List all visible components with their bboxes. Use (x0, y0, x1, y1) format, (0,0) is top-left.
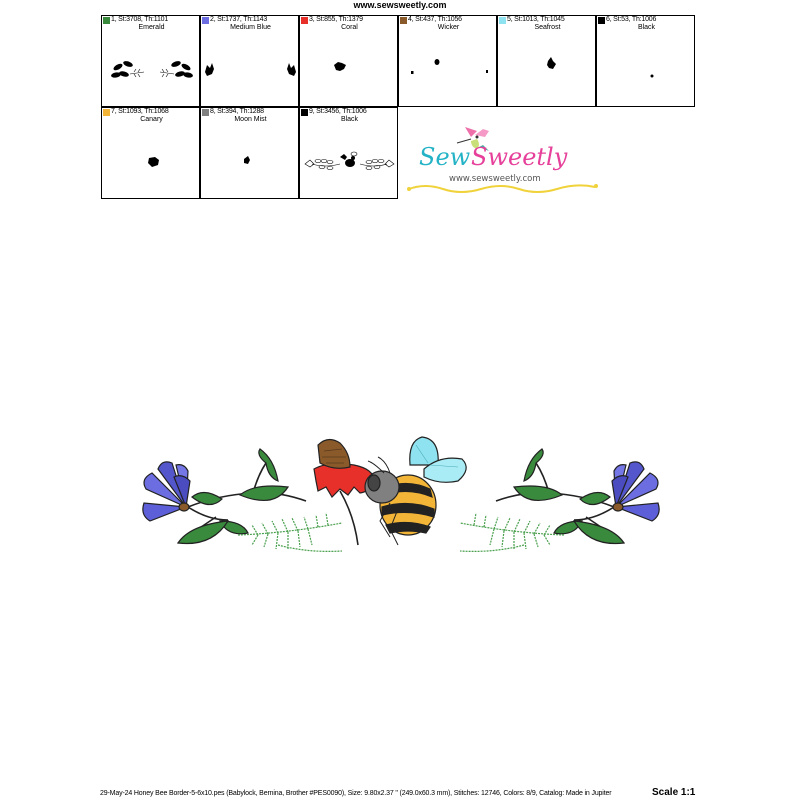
color-cell-1 (101, 15, 200, 107)
color-name: Black (340, 116, 359, 123)
site-header: www.sewsweetly.com (353, 0, 447, 10)
color-name: Black (637, 24, 656, 31)
left-leaves (178, 449, 288, 544)
right-leaves (514, 449, 624, 544)
right-fern (460, 513, 564, 551)
outline-border-icon (300, 108, 398, 199)
color-cell-6 (596, 15, 695, 107)
color-name: Canary (140, 116, 163, 123)
color-stats: 1, St:3708, Th:1101 (111, 16, 169, 23)
color-name: Wicker (437, 24, 460, 31)
color-cell-7 (101, 107, 200, 199)
color-name: Moon Mist (234, 116, 267, 123)
color-stats: 8, St:394, Th:1288 (210, 108, 264, 115)
flower-petals-icon (201, 16, 299, 107)
color-name: Medium Blue (230, 24, 271, 31)
color-name: Coral (341, 24, 358, 31)
color-stats: 5, St:1013, Th:1045 (507, 16, 565, 23)
coral-flower-icon (300, 16, 398, 107)
right-blue-flower (612, 462, 659, 521)
scale-label: Scale 1:1 (652, 787, 696, 798)
color-stats: 2, St:1737, Th:1143 (210, 16, 268, 23)
left-fern (238, 513, 342, 551)
footer-date: 29-May-24 (100, 790, 133, 797)
color-cell-2 (200, 15, 299, 107)
leaf-sprigs-icon (102, 16, 200, 107)
color-name: Seafrost (534, 24, 561, 31)
logo-word-sew: Sew (419, 143, 471, 171)
honey-bee-border-design (128, 425, 674, 565)
color-cell-4 (398, 15, 497, 107)
color-cell-9 (299, 107, 398, 199)
color-stats: 4, St:437, Th:1056 (408, 16, 462, 23)
coral-flower (314, 439, 374, 545)
footer-design-info: Honey Bee Border-5-6x10.pes (Babylock, Bernina, Brother #PES0090), Size: 9.80x2.37 " (249.0x60.3 mm), Stitches: 12746, Colors: 8/9, Catalog: Made in Jupiter (133, 790, 612, 797)
sewsweetly-logo (405, 123, 605, 201)
color-stats: 3, St:855, Th:1379 (309, 16, 363, 23)
logo-url: www.sewsweetly.com (449, 174, 541, 184)
left-blue-flower (143, 462, 190, 521)
color-stats: 9, St:3456, Th:1006 (309, 108, 367, 115)
logo-word-sweetly: Sweetly (471, 143, 568, 171)
honey-bee (365, 437, 466, 545)
color-stats: 6, St:53, Th:1006 (606, 16, 657, 23)
color-cell-8 (200, 107, 299, 199)
bee-body-icon (102, 108, 200, 199)
bee-head-icon (201, 108, 299, 199)
flower-centers-icon (399, 16, 497, 107)
color-stats: 7, St:1093, Th:1068 (111, 108, 169, 115)
bee-wings-icon (498, 16, 596, 107)
color-name: Emerald (138, 24, 165, 31)
color-cell-5 (497, 15, 596, 107)
footer-info (100, 789, 611, 798)
color-cell-3 (299, 15, 398, 107)
bee-eye-icon (597, 16, 695, 107)
